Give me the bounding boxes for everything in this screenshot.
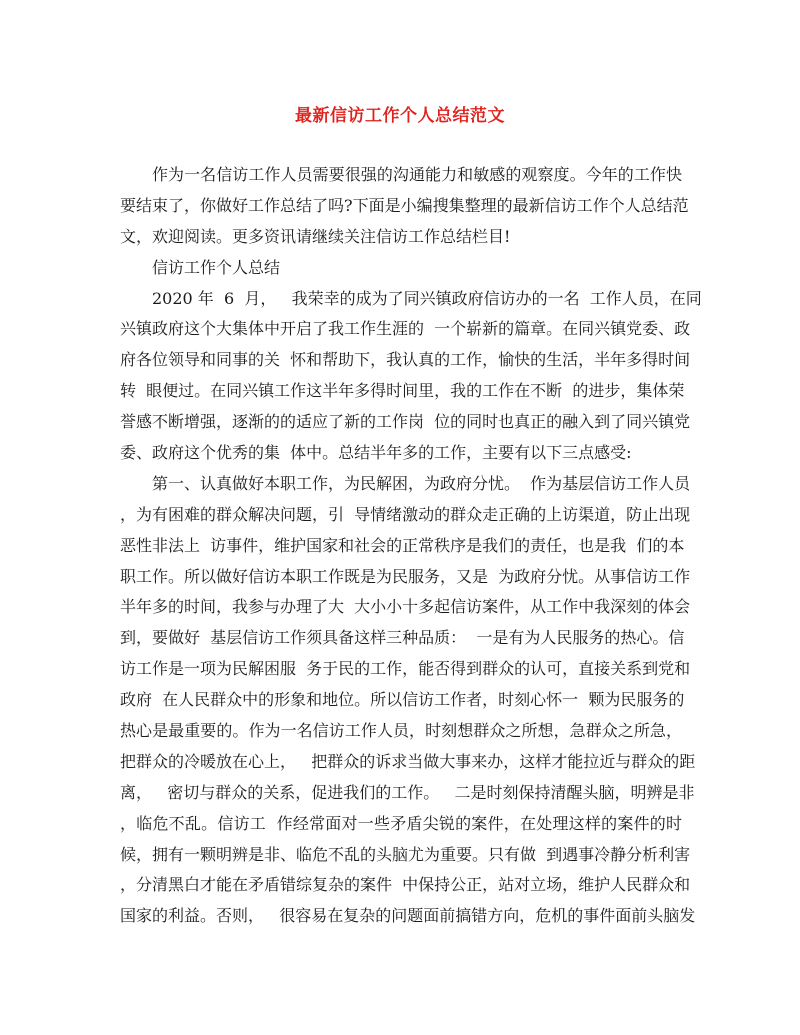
paragraph-line: 转 眼便过。在同兴镇工作这半年多得时间里，我的工作在不断 的进步，集体荣: [120, 381, 685, 401]
paragraph-line: 府各位领导和同事的关 怀和帮助下，我认真的工作，愉快的生活，半年多得时间: [120, 350, 691, 370]
document-title: 最新信访工作个人总结范文: [295, 106, 505, 126]
paragraph-line: 访工作是一项为民解困服 务于民的工作，能否得到群众的认可，直接关系到党和: [120, 659, 691, 679]
paragraph-line: ，分清黑白才能在矛盾错综复杂的案件 中保持公正，站对立场，维护人民群众和: [120, 875, 691, 895]
paragraph-line: 恶性非法上 访事件，维护国家和社会的正常秩序是我们的责任，也是我 们的本: [120, 535, 685, 555]
paragraph-line: 到，要做好 基层信访工作须具备这样三种品质： 一是有为人民服务的热心。信: [120, 628, 685, 648]
paragraph-line: 政府 在人民群众中的形象和地位。所以信访工作者，时刻心怀一 颗为民服务的: [120, 690, 685, 710]
paragraph-line: 文，欢迎阅读。更多资讯请继续关注信访工作总结栏目!: [120, 226, 511, 246]
paragraph-line: 热心是最重要的。作为一名信访工作人员，时刻想群众之所想，急群众之所急，: [120, 721, 682, 741]
paragraph-line: 半年多的时间，我参与办理了大 大小小十多起信访案件，从工作中我深刻的体会: [120, 597, 691, 617]
paragraph-line: 第一、认真做好本职工作，为民解困，为政府分忧。 作为基层信访工作人员: [152, 473, 691, 493]
paragraph-line: 信访工作个人总结: [152, 257, 281, 277]
paragraph-line: 候，拥有一颗明辨是非、临危不乱的头脑尤为重要。只有做 到遇事冷静分析利害: [120, 844, 691, 864]
paragraph-line: 把群众的冷暖放在心上， 把群众的诉求当做大事来办，这样才能拉近与群众的距: [120, 751, 696, 771]
paragraph-line: ，为有困难的群众解决问题，引 导情绪激动的群众走正确的上访渠道，防止出现: [120, 504, 691, 524]
paragraph-line: 作为一名信访工作人员需要很强的沟通能力和敏感的观察度。今年的工作快: [152, 165, 682, 184]
paragraph-line: 要结束了，你做好工作总结了吗?下面是小编搜集整理的最新信访工作个人总结范: [120, 195, 689, 215]
document-body: [120, 160, 702, 932]
paragraph-line: 国家的利益。否则， 很容易在复杂的问题面前搞错方向，危机的事件面前头脑发: [120, 906, 696, 926]
paragraph-line: 职工作。所以做好信访本职工作既是为民服务，又是 为政府分忧。从事信访工作: [120, 566, 691, 586]
paragraph-line: 兴镇政府这个大集体中开启了我工作生涯的 一个崭新的篇章。在同兴镇党委、政: [120, 319, 691, 339]
paragraph-line: 誉感不断增强，逐渐的的适应了新的工作岗 位的同时也真正的融入到了同兴镇党: [120, 412, 691, 432]
paragraph-line: 离， 密切与群众的关系，促进我们的工作。 二是时刻保持清醒头脑，明辨是非: [120, 782, 695, 802]
paragraph-line: ，临危不乱。信访工 作经常面对一些矛盾尖锐的案件，在处理这样的案件的时: [120, 813, 682, 833]
paragraph-line: 委、政府这个优秀的集 体中。总结半年多的工作，主要有以下三点感受:: [120, 443, 632, 463]
paragraph-line: 2020 年 6 月， 我荣幸的成为了同兴镇政府信访办的一名 工作人员，在同: [152, 288, 702, 308]
